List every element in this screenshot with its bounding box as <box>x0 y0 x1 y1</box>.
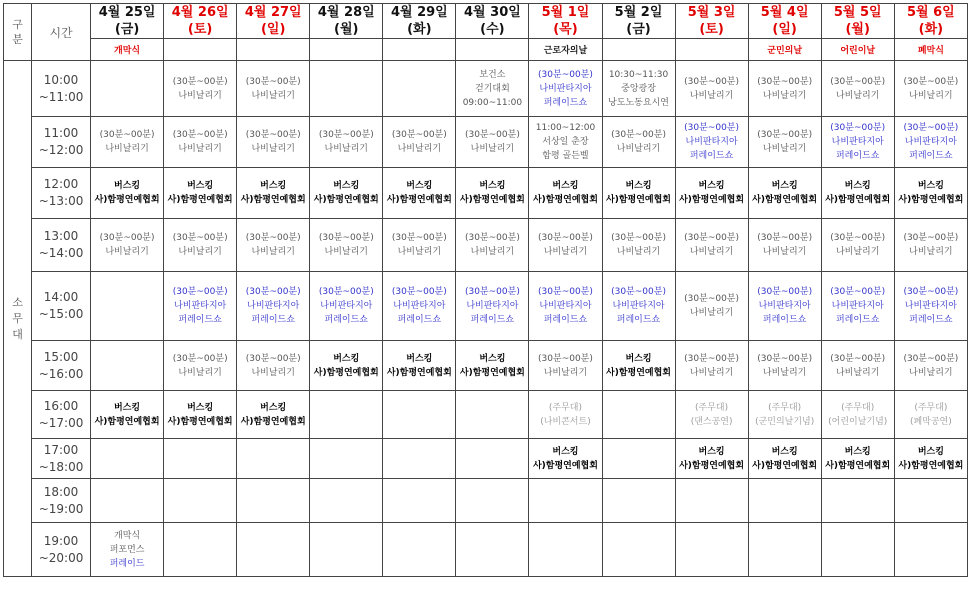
date-header: 4월 30일 (수) <box>456 4 529 39</box>
schedule-cell <box>237 439 310 479</box>
schedule-cell: 버스킹 사)함평연예협회 <box>91 391 164 439</box>
schedule-cell: (30분~00분) 나비판타지아 퍼레이드쇼 <box>529 61 602 117</box>
schedule-cell: 버스킹 사)함평연예협회 <box>237 391 310 439</box>
schedule-cell: (30분~00분) 나비날리기 <box>748 61 821 117</box>
festival-schedule-table <box>3 3 968 577</box>
time-slot-label: 19:00 ~20:00 <box>32 523 91 577</box>
schedule-cell: (30분~00분) 나비판타지아 퍼레이드쇼 <box>821 117 894 168</box>
time-slot-row <box>4 439 968 479</box>
schedule-cell: 개막식 퍼포먼스 퍼레이드 <box>91 523 164 577</box>
schedule-cell <box>383 439 456 479</box>
schedule-cell <box>383 391 456 439</box>
time-slot-label: 11:00 ~12:00 <box>32 117 91 168</box>
schedule-cell <box>164 479 237 523</box>
schedule-cell: (30분~00분) 나비날리기 <box>675 272 748 341</box>
holiday-label: 폐막식 <box>894 39 967 61</box>
time-slot-label: 13:00 ~14:00 <box>32 219 91 272</box>
schedule-cell: 버스킹 사)함평연예협회 <box>675 439 748 479</box>
time-slot-label: 17:00 ~18:00 <box>32 439 91 479</box>
schedule-cell <box>821 479 894 523</box>
schedule-cell <box>675 523 748 577</box>
schedule-cell <box>91 341 164 391</box>
schedule-cell: 버스킹 사)함평연예협회 <box>383 341 456 391</box>
schedule-cell <box>675 479 748 523</box>
schedule-cell: (30분~00분) 나비날리기 <box>748 117 821 168</box>
date-header: 5월 4일 (일) <box>748 4 821 39</box>
time-slot-row <box>4 61 968 117</box>
schedule-cell: (30분~00분) 나비날리기 <box>894 341 967 391</box>
schedule-cell: 버스킹 사)함평연예협회 <box>91 168 164 219</box>
schedule-cell <box>456 439 529 479</box>
schedule-cell <box>383 523 456 577</box>
schedule-cell: (30분~00분) 나비날리기 <box>237 341 310 391</box>
schedule-cell <box>310 523 383 577</box>
schedule-cell: (30분~00분) 나비날리기 <box>894 219 967 272</box>
schedule-cell <box>91 439 164 479</box>
schedule-cell: (30분~00분) 나비판타지아 퍼레이드쇼 <box>821 272 894 341</box>
time-slot-row <box>4 523 968 577</box>
venue-label: 소 무 대 <box>4 61 32 577</box>
schedule-cell <box>602 439 675 479</box>
holiday-label: 군민의날 <box>748 39 821 61</box>
schedule-cell: (30분~00분) 나비날리기 <box>529 219 602 272</box>
date-header: 4월 29일 (화) <box>383 4 456 39</box>
schedule-cell <box>383 479 456 523</box>
time-slot-label: 16:00 ~17:00 <box>32 391 91 439</box>
schedule-cell: (30분~00분) 나비판타지아 퍼레이드쇼 <box>675 117 748 168</box>
schedule-cell: (30분~00분) 나비날리기 <box>164 341 237 391</box>
schedule-cell: (30분~00분) 나비판타지아 퍼레이드쇼 <box>602 272 675 341</box>
time-slot-row <box>4 272 968 341</box>
schedule-cell: 버스킹 사)함평연예협회 <box>310 341 383 391</box>
schedule-cell: (30분~00분) 나비날리기 <box>748 219 821 272</box>
time-slot-row <box>4 341 968 391</box>
schedule-cell: 버스킹 사)함평연예협회 <box>675 168 748 219</box>
time-slot-row <box>4 219 968 272</box>
schedule-cell: (30분~00분) 나비날리기 <box>91 117 164 168</box>
schedule-cell: (30분~00분) 나비날리기 <box>164 117 237 168</box>
schedule-cell: (30분~00분) 나비판타지아 퍼레이드쇼 <box>310 272 383 341</box>
gubun-header: 구 분 <box>4 4 32 61</box>
date-header: 5월 1일 (목) <box>529 4 602 39</box>
schedule-cell: 버스킹 사)함평연예협회 <box>894 168 967 219</box>
schedule-cell: 10:30~11:30 중앙광장 낭도노동요시연 <box>602 61 675 117</box>
time-slot-row <box>4 479 968 523</box>
time-slot-label: 18:00 ~19:00 <box>32 479 91 523</box>
schedule-cell <box>91 479 164 523</box>
schedule-cell: (30분~00분) 나비날리기 <box>602 219 675 272</box>
date-header: 5월 3일 (토) <box>675 4 748 39</box>
schedule-cell <box>602 391 675 439</box>
schedule-cell: (30분~00분) 나비날리기 <box>91 219 164 272</box>
schedule-cell: (30분~00분) 나비판타지아 퍼레이드쇼 <box>164 272 237 341</box>
holiday-label <box>456 39 529 61</box>
schedule-cell <box>91 272 164 341</box>
schedule-cell <box>237 523 310 577</box>
time-slot-label: 15:00 ~16:00 <box>32 341 91 391</box>
schedule-cell: 버스킹 사)함평연예협회 <box>456 341 529 391</box>
schedule-cell <box>602 479 675 523</box>
schedule-cell: (30분~00분) 나비판타지아 퍼레이드쇼 <box>456 272 529 341</box>
schedule-cell: 버스킹 사)함평연예협회 <box>748 439 821 479</box>
schedule-cell: (30분~00분) 나비날리기 <box>821 341 894 391</box>
schedule-cell <box>310 479 383 523</box>
schedule-cell <box>310 61 383 117</box>
date-header: 4월 28일 (월) <box>310 4 383 39</box>
time-header: 시간 <box>32 4 91 61</box>
schedule-cell <box>383 61 456 117</box>
schedule-cell: 버스킹 사)함평연예협회 <box>164 391 237 439</box>
schedule-cell: (주무대) (댄스공연) <box>675 391 748 439</box>
schedule-cell <box>237 479 310 523</box>
schedule-cell: 버스킹 사)함평연예협회 <box>529 439 602 479</box>
schedule-cell <box>310 439 383 479</box>
schedule-cell: (주무대) (군민의날기념) <box>748 391 821 439</box>
schedule-cell: (30분~00분) 나비날리기 <box>894 61 967 117</box>
schedule-cell: (30분~00분) 나비날리기 <box>383 219 456 272</box>
date-header: 5월 5일 (월) <box>821 4 894 39</box>
schedule-cell: 11:00~12:00 서상일 춘장 함평 골든벨 <box>529 117 602 168</box>
schedule-cell <box>894 479 967 523</box>
schedule-cell <box>310 391 383 439</box>
time-slot-label: 14:00 ~15:00 <box>32 272 91 341</box>
holiday-label <box>383 39 456 61</box>
schedule-cell: (30분~00분) 나비판타지아 퍼레이드쇼 <box>894 272 967 341</box>
schedule-cell: 보건소 걷기대회 09:00~11:00 <box>456 61 529 117</box>
schedule-cell: 버스킹 사)함평연예협회 <box>456 168 529 219</box>
schedule-cell: 버스킹 사)함평연예협회 <box>602 341 675 391</box>
schedule-cell: (30분~00분) 나비날리기 <box>164 61 237 117</box>
date-header: 4월 27일 (일) <box>237 4 310 39</box>
schedule-cell <box>894 523 967 577</box>
time-slot-label: 12:00 ~13:00 <box>32 168 91 219</box>
schedule-cell <box>748 523 821 577</box>
schedule-cell: (30분~00분) 나비날리기 <box>821 61 894 117</box>
schedule-cell <box>164 523 237 577</box>
schedule-cell: (주무대) (폐막공연) <box>894 391 967 439</box>
schedule-cell: (30분~00분) 나비날리기 <box>310 219 383 272</box>
schedule-cell: (주무대) (나비콘서트) <box>529 391 602 439</box>
schedule-cell: 버스킹 사)함평연예협회 <box>894 439 967 479</box>
schedule-cell <box>602 523 675 577</box>
schedule-cell: (주무대) (어린이날기념) <box>821 391 894 439</box>
schedule-cell <box>821 523 894 577</box>
schedule-cell: (30분~00분) 나비날리기 <box>675 341 748 391</box>
time-slot-row <box>4 117 968 168</box>
schedule-cell <box>456 479 529 523</box>
schedule-cell: (30분~00분) 나비날리기 <box>456 219 529 272</box>
schedule-cell: (30분~00분) 나비날리기 <box>237 219 310 272</box>
schedule-cell: (30분~00분) 나비날리기 <box>675 61 748 117</box>
date-header: 4월 25일 (금) <box>91 4 164 39</box>
schedule-cell: (30분~00분) 나비날리기 <box>675 219 748 272</box>
schedule-cell: (30분~00분) 나비날리기 <box>310 117 383 168</box>
schedule-cell: (30분~00분) 나비날리기 <box>164 219 237 272</box>
schedule-cell <box>164 439 237 479</box>
schedule-cell: (30분~00분) 나비날리기 <box>237 61 310 117</box>
schedule-cell <box>456 523 529 577</box>
schedule-cell: (30분~00분) 나비판타지아 퍼레이드쇼 <box>894 117 967 168</box>
schedule-cell <box>529 479 602 523</box>
holiday-label <box>164 39 237 61</box>
schedule-cell: (30분~00분) 나비날리기 <box>529 341 602 391</box>
schedule-cell: (30분~00분) 나비날리기 <box>821 219 894 272</box>
date-header: 5월 2일 (금) <box>602 4 675 39</box>
schedule-cell <box>529 523 602 577</box>
time-slot-label: 10:00 ~11:00 <box>32 61 91 117</box>
holiday-label: 개막식 <box>91 39 164 61</box>
schedule-cell: (30분~00분) 나비판타지아 퍼레이드쇼 <box>237 272 310 341</box>
schedule-cell: 버스킹 사)함평연예협회 <box>821 168 894 219</box>
holiday-label: 근로자의날 <box>529 39 602 61</box>
schedule-cell: (30분~00분) 나비날리기 <box>748 341 821 391</box>
schedule-cell <box>456 391 529 439</box>
schedule-cell <box>748 479 821 523</box>
holiday-label <box>310 39 383 61</box>
schedule-cell <box>91 61 164 117</box>
time-slot-row <box>4 168 968 219</box>
schedule-cell: 버스킹 사)함평연예협회 <box>602 168 675 219</box>
schedule-cell: (30분~00분) 나비판타지아 퍼레이드쇼 <box>383 272 456 341</box>
schedule-cell: (30분~00분) 나비날리기 <box>383 117 456 168</box>
schedule-cell: (30분~00분) 나비날리기 <box>602 117 675 168</box>
schedule-cell: 버스킹 사)함평연예협회 <box>383 168 456 219</box>
holiday-label <box>675 39 748 61</box>
schedule-cell: 버스킹 사)함평연예협회 <box>529 168 602 219</box>
schedule-cell: 버스킹 사)함평연예협회 <box>164 168 237 219</box>
date-header: 4월 26일 (토) <box>164 4 237 39</box>
schedule-cell: (30분~00분) 나비판타지아 퍼레이드쇼 <box>529 272 602 341</box>
schedule-cell: 버스킹 사)함평연예협회 <box>821 439 894 479</box>
schedule-cell: (30분~00분) 나비날리기 <box>237 117 310 168</box>
date-header: 5월 6일 (화) <box>894 4 967 39</box>
holiday-label <box>602 39 675 61</box>
holiday-label: 어린이날 <box>821 39 894 61</box>
holiday-label <box>237 39 310 61</box>
schedule-cell: 버스킹 사)함평연예협회 <box>310 168 383 219</box>
time-slot-row <box>4 391 968 439</box>
schedule-cell: (30분~00분) 나비날리기 <box>456 117 529 168</box>
schedule-cell: (30분~00분) 나비판타지아 퍼레이드쇼 <box>748 272 821 341</box>
schedule-cell: 버스킹 사)함평연예협회 <box>748 168 821 219</box>
schedule-cell: 버스킹 사)함평연예협회 <box>237 168 310 219</box>
